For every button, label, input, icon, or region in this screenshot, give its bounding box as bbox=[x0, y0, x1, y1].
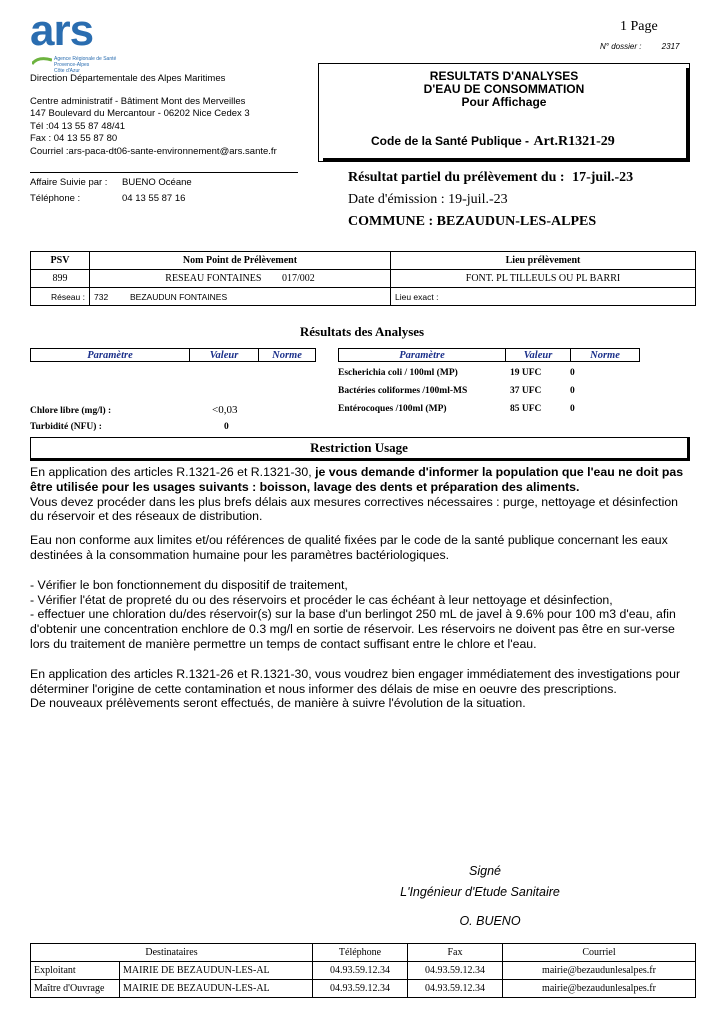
right-valeur-1: 37 UFC bbox=[510, 386, 542, 396]
dest-fax-1: 04.93.59.12.34 bbox=[408, 980, 503, 998]
right-valeur-0: 19 UFC bbox=[510, 368, 542, 378]
table-row bbox=[30, 404, 320, 422]
signature-block bbox=[360, 864, 600, 928]
emission-label: Date d'émission : bbox=[348, 192, 445, 207]
result-date: 17-juil.-23 bbox=[572, 170, 634, 185]
dest-h-fax: Fax bbox=[408, 944, 503, 962]
reseau-num: 732 bbox=[90, 288, 127, 306]
lieu-header: Lieu prélèvement bbox=[391, 252, 696, 270]
restriction-b1: - Vérifier le bon fonctionnement du dispositif de traitement, bbox=[30, 577, 348, 592]
dest-role-1: Maître d'Ouvrage bbox=[31, 980, 120, 998]
dest-mail-1[interactable]: mairie@bezaudunlesalpes.fr bbox=[503, 980, 696, 998]
dossier-value: 2317 bbox=[661, 42, 680, 51]
left-h-param: Paramètre bbox=[31, 349, 190, 362]
right-param-1: Bactéries coliformes /100ml-MS bbox=[338, 386, 468, 396]
prelevement-block bbox=[348, 170, 708, 230]
right-h-param: Paramètre bbox=[339, 349, 506, 362]
direction: Direction Départementale des Alpes Maritimes bbox=[30, 73, 226, 84]
restriction-p1 bbox=[30, 465, 694, 495]
dest-fax-0: 04.93.59.12.34 bbox=[408, 962, 503, 980]
table-row bbox=[338, 400, 640, 418]
logo-sub-1: Agence Régionale de Santé bbox=[54, 56, 117, 62]
sender-divider bbox=[30, 172, 298, 173]
results-right-table bbox=[338, 364, 640, 418]
results-title: Résultats des Analyses bbox=[299, 324, 425, 339]
left-param-0: Chlore libre (mg/l) : bbox=[30, 406, 112, 416]
sender-fax: Fax : 04 13 55 87 80 bbox=[30, 133, 118, 144]
dossier-label: N° dossier : bbox=[600, 42, 642, 51]
sender-tel: Tél :04 13 55 87 48/41 bbox=[30, 120, 126, 132]
title-line2: D'EAU DE CONSOMMATION bbox=[423, 82, 585, 96]
psv-table bbox=[30, 251, 696, 306]
left-valeur-0: <0,03 bbox=[212, 404, 238, 416]
sender-email: Courriel :ars-paca-dt06-sante-environnement@ars.sante.fr bbox=[30, 145, 277, 157]
dest-h-mail: Courriel bbox=[503, 944, 696, 962]
dest-mail-0[interactable]: mairie@bezaudunlesalpes.fr bbox=[503, 962, 696, 980]
affaire-tel-value: 04 13 55 87 16 bbox=[122, 192, 186, 204]
logo-sub-3: Côte d'Azur bbox=[54, 68, 80, 74]
nom-value bbox=[90, 270, 391, 288]
restriction-title: Restriction Usage bbox=[30, 437, 690, 461]
results-right-header bbox=[338, 348, 640, 362]
left-param-1: Turbidité (NFU) : bbox=[30, 422, 102, 432]
dest-h-dest: Destinataires bbox=[31, 944, 313, 962]
logo-swoosh-icon bbox=[32, 56, 52, 70]
page-label: 1 Page bbox=[620, 19, 658, 34]
result-label: Résultat partiel du prélèvement du : bbox=[348, 170, 565, 185]
dest-name-1: MAIRIE DE BEZAUDUN-LES-AL bbox=[120, 980, 313, 998]
dest-name-0: MAIRIE DE BEZAUDUN-LES-AL bbox=[120, 962, 313, 980]
psv-header: PSV bbox=[31, 252, 90, 270]
right-valeur-2: 85 UFC bbox=[510, 404, 542, 414]
table-row bbox=[30, 422, 320, 436]
sender-line1: Centre administratif - Bâtiment Mont des Merveilles bbox=[30, 95, 246, 107]
sender-block bbox=[30, 73, 320, 158]
nom-header: Nom Point de Prélèvement bbox=[90, 252, 391, 270]
signature-title: L'Ingénieur d'Etude Sanitaire bbox=[400, 885, 560, 899]
restriction-text bbox=[30, 465, 694, 711]
right-param-2: Entérocoques /100ml (MP) bbox=[338, 404, 447, 414]
affaire-label: Affaire Suivie par : bbox=[30, 177, 108, 188]
left-h-valeur: Valeur bbox=[190, 349, 259, 362]
dest-tel-0: 04.93.59.12.34 bbox=[313, 962, 408, 980]
table-row bbox=[338, 364, 640, 382]
left-h-norme: Norme bbox=[259, 349, 316, 362]
lieu-value: FONT. PL TILLEULS OU PL BARRI bbox=[391, 270, 696, 288]
signature-signe: Signé bbox=[469, 864, 501, 878]
dest-h-tel: Téléphone bbox=[313, 944, 408, 962]
nom-code: 017/002 bbox=[281, 273, 315, 284]
right-h-valeur: Valeur bbox=[506, 349, 571, 362]
restriction-p2: Eau non conforme aux limites et/ou références de qualité fixées par le code de la santé publique concernant les eaux destinées à la consommation humaine pour les paramètres bactériologiques. bbox=[30, 533, 668, 562]
dest-tel-1: 04.93.59.12.34 bbox=[313, 980, 408, 998]
dossier bbox=[600, 42, 679, 51]
ars-logo bbox=[30, 6, 120, 74]
logo-text: ars bbox=[30, 6, 94, 55]
right-param-0: Escherichia coli / 100ml (MP) bbox=[338, 368, 458, 378]
restriction-p4: De nouveaux prélèvements seront effectués, de manière à suivre l'évolution de la situation. bbox=[30, 696, 526, 711]
p1-intro: En application des articles R.1321-26 et R.1321-30, bbox=[30, 465, 316, 479]
restriction-b3: - effectuer une chloration du/des réservoir(s) sur la base d'un berlingot 250 mL de javel à 9.6% pour 100 m3 d'eau, afin d'obtenir une concentration enchlore de 0.3 mg/l en sortie de réservoir. Les réservoirs ne doivent pas être en sur-verse lors du traitement de manière permettre un temps de contact suffisant entre le chlore et l'eau. bbox=[30, 607, 676, 651]
p1-bold: je vous demande d'informer la population que l'eau ne doit pas être utilisée pour les usages suivants : boisson, lavage des dents et préparation des aliments. bbox=[30, 465, 684, 494]
affaire-value: BUENO Océane bbox=[122, 177, 192, 188]
table-row bbox=[338, 382, 640, 400]
title-line3: Pour Affichage bbox=[461, 95, 547, 109]
title-article: Art.R1321-29 bbox=[533, 134, 615, 149]
dest-role-0: Exploitant bbox=[31, 962, 120, 980]
psv-value: 899 bbox=[31, 270, 90, 288]
right-norme-0: 0 bbox=[570, 368, 575, 378]
right-norme-1: 0 bbox=[570, 386, 575, 396]
right-norme-2: 0 bbox=[570, 404, 575, 414]
right-h-norme: Norme bbox=[571, 349, 640, 362]
reseau-label: Réseau : bbox=[31, 288, 90, 306]
restriction-b2: - Vérifier l'état de propreté du ou des réservoirs et procéder le cas échéant à leur nettoyage et désinfection, bbox=[30, 592, 613, 607]
table-row bbox=[31, 980, 696, 998]
title-line1: RESULTATS D'ANALYSES bbox=[429, 69, 579, 83]
sender-line2: 147 Boulevard du Mercantour - 06202 Nice Cedex 3 bbox=[30, 108, 250, 119]
affaire-tel-label: Téléphone : bbox=[30, 192, 81, 204]
left-valeur-1: 0 bbox=[224, 422, 229, 432]
lieu-exact: Lieu exact : bbox=[391, 288, 696, 306]
restriction-p1c: Vous devez procéder dans les plus brefs délais aux mesures correctives nécessaires : purge, nettoyage et désinfection du réservoir et des réseaux de distribution. bbox=[30, 494, 678, 524]
destinataires-table bbox=[30, 943, 696, 998]
signature-name: O. BUENO bbox=[459, 914, 521, 928]
title-code: Code de la Santé Publique - bbox=[371, 134, 530, 148]
reseau-nom: BEZAUDUN FONTAINES bbox=[126, 288, 391, 306]
logo-sub-2: Provence-Alpes bbox=[54, 62, 90, 68]
affaire-block bbox=[30, 177, 320, 205]
title-box bbox=[318, 63, 690, 162]
results-left-header bbox=[30, 348, 316, 362]
nom-name: RESEAU FONTAINES bbox=[165, 273, 262, 284]
commune: COMMUNE : BEZAUDUN-LES-ALPES bbox=[348, 214, 597, 229]
results-left bbox=[30, 404, 320, 436]
restriction-p3: En application des articles R.1321-26 et R.1321-30, vous voudrez bien engager immédiatement des investigations pour déterminer l'origine de cette contamination et nous informer des délais de mise en oeuvre des prescriptions. bbox=[30, 666, 681, 696]
emission-date: 19-juil.-23 bbox=[448, 192, 508, 207]
table-row bbox=[31, 962, 696, 980]
